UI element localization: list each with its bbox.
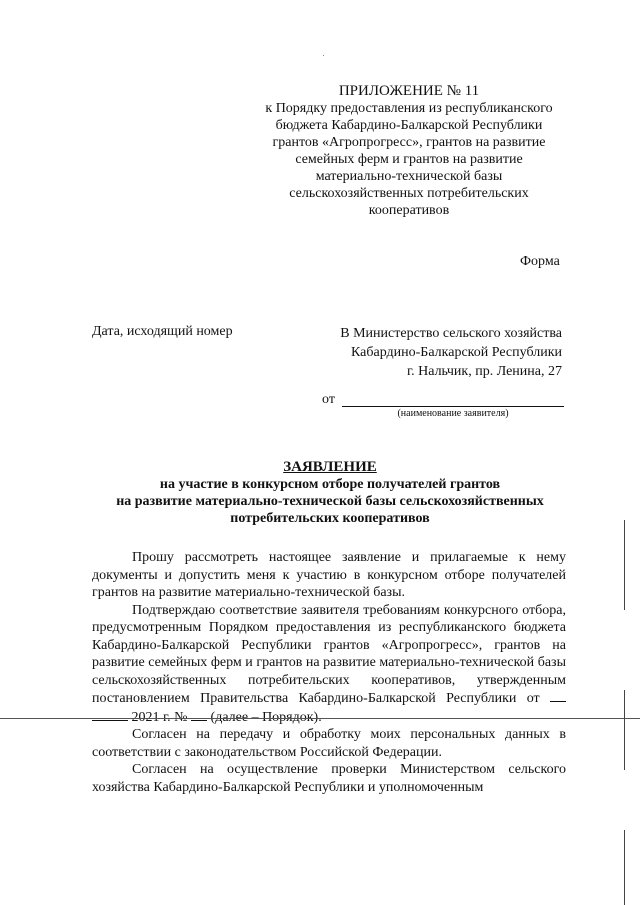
paragraph-confirmation <box>92 602 566 727</box>
paragraph-request: Прошу рассмотреть настоящее заявление и прилагаемые к нему документы и допустить меня к участию в конкурсном отборе получателей грантов на развитие материально-технической базы. <box>92 550 566 600</box>
confirmation-end: (далее – Порядок). <box>210 709 322 725</box>
date-number-label: Дата, исходящий номер <box>92 324 233 339</box>
appendix-title: ПРИЛОЖЕНИЕ № 11 <box>338 83 480 99</box>
scan-edge-mark <box>624 520 625 610</box>
scan-edge-mark <box>624 690 625 770</box>
statement-subtitle-line: на развитие материально-технической базы сельскохозяйственных <box>116 494 544 509</box>
appendix-line: сельскохозяйственных потребительских <box>289 186 529 201</box>
statement-title <box>60 459 600 527</box>
confirmation-year: 2021 г. <box>131 709 171 725</box>
paragraph-personal-data: Согласен на передачу и обработку моих персональных данных в соответствии с законодательством Российской Федерации. <box>92 727 566 760</box>
number-sign: № <box>174 709 188 725</box>
statement-subtitle-line: потребительских кооперативов <box>230 511 430 526</box>
from-label: от <box>322 392 335 407</box>
applicant-name-line <box>342 406 564 407</box>
appendix-line: грантов «Агропрогресс», грантов на развитие <box>272 135 546 150</box>
address-line: г. Нальчик, пр. Ленина, 27 <box>406 364 562 379</box>
paragraph-verification: Согласен на осуществление проверки Министерством сельского хозяйства Кабардино-Балкарской Республики и уполномоченным <box>92 762 566 795</box>
appendix-line: бюджета Кабардино-Балкарской Республики <box>275 118 543 133</box>
confirmation-text: Подтверждаю соответствие заявителя требованиям конкурсного отбора, предусмотренным Порядком предоставления из республиканского бюджета Кабардино-Балкарской Республики грантов «Агропрогресс», грантов на развитие семейных ферм и грантов на развитие материально-технической базы сельскохозяйственных потребительских кооперативов, утвержденным постановлением Правительства Кабардино-Балкарской Республики от <box>92 602 566 706</box>
appendix-line: материально-технической базы <box>315 169 503 184</box>
scan-artifact-line <box>0 718 640 719</box>
applicant-name-hint: (наименование заявителя) <box>397 408 509 419</box>
appendix-line: кооперативов <box>368 203 450 218</box>
recipient-address <box>322 324 562 381</box>
appendix-block <box>248 83 570 219</box>
statement-heading: ЗАЯВЛЕНИЕ <box>283 459 377 475</box>
scan-artifact-dot <box>323 55 324 56</box>
appendix-line: семейных ферм и грантов на развитие <box>295 152 523 167</box>
address-line: В Министерство сельского хозяйства <box>340 326 562 341</box>
date-day-blank <box>550 689 566 702</box>
scan-edge-mark <box>624 830 625 905</box>
appendix-line: к Порядку предоставления из республиканского <box>265 101 553 116</box>
statement-subtitle-line: на участие в конкурсном отборе получателей грантов <box>159 477 501 492</box>
address-line: Кабардино-Балкарской Республики <box>351 345 562 360</box>
statement-body <box>92 549 566 796</box>
form-label: Форма <box>520 254 560 269</box>
